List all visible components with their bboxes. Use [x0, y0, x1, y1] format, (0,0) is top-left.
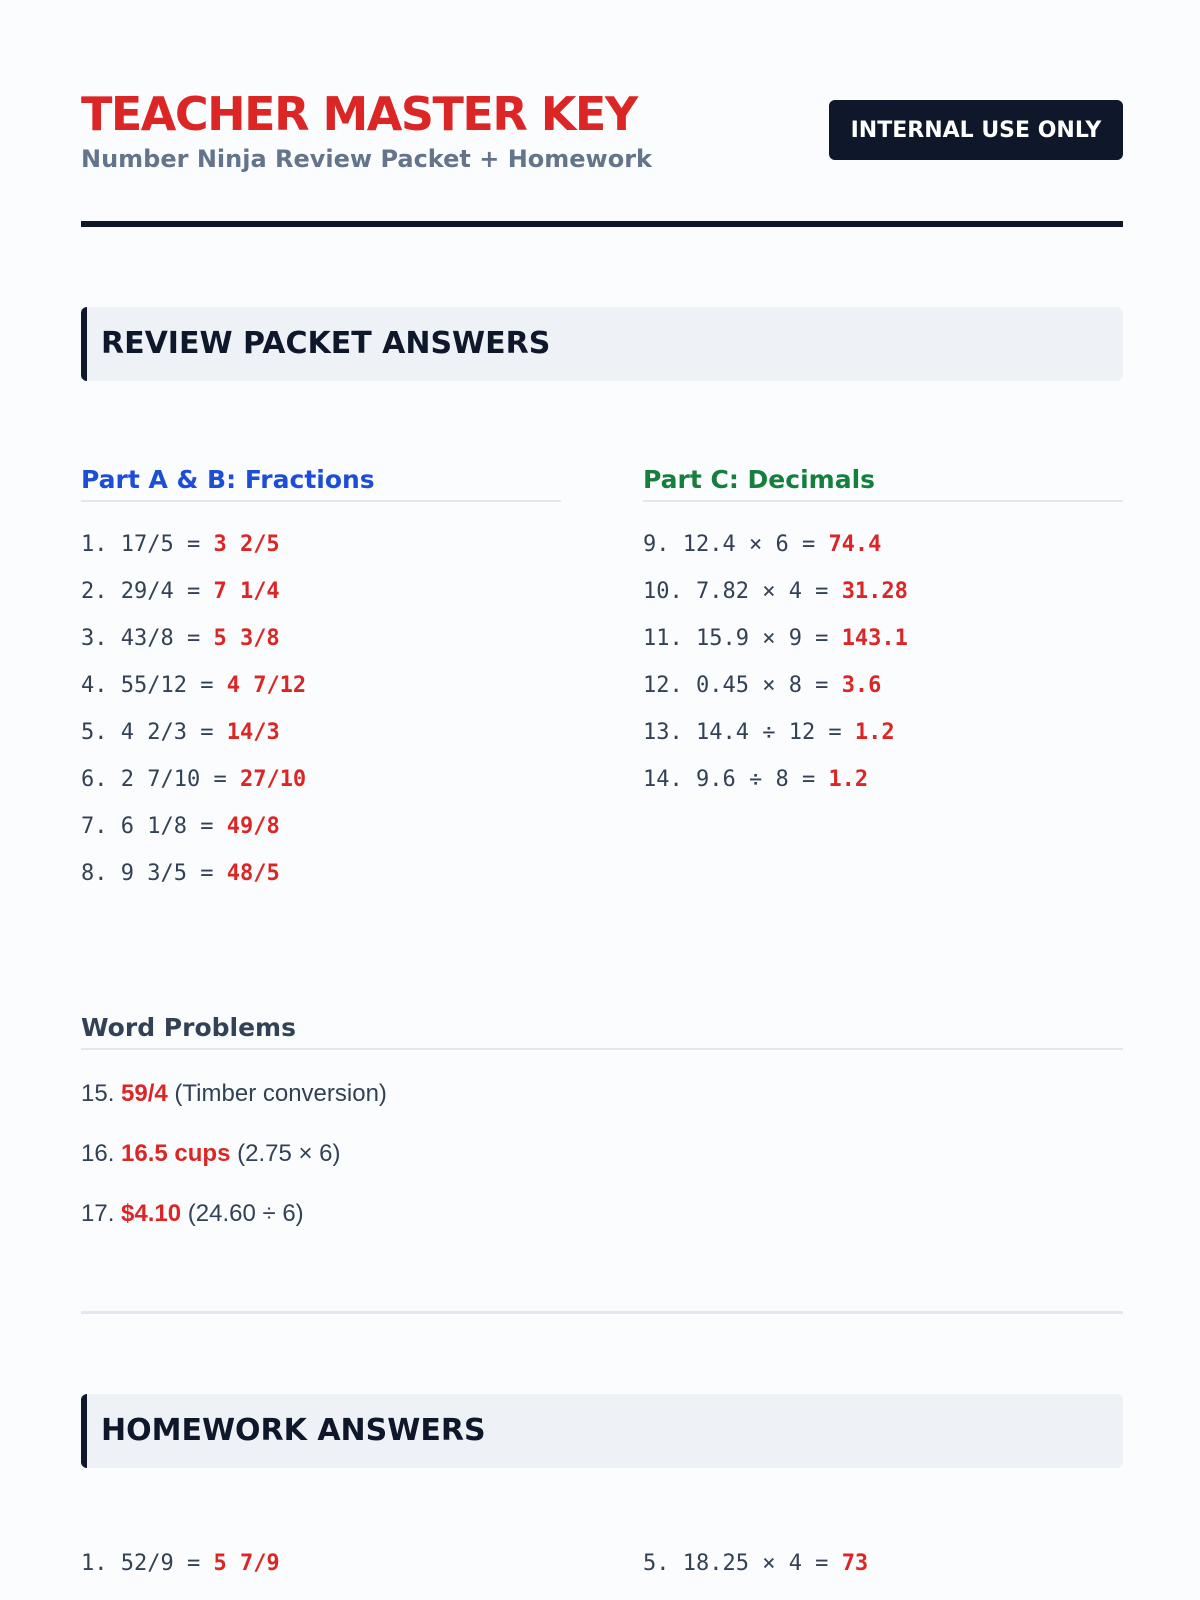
list-item	[81, 1124, 387, 1184]
fractions-heading: Part A & B: Fractions	[81, 460, 561, 502]
list-item	[81, 756, 306, 803]
question-text: 11. 15.9 × 9 =	[643, 626, 842, 651]
answer-text: $4.10	[121, 1200, 182, 1227]
fractions-answer-list	[81, 521, 306, 897]
list-item	[643, 709, 908, 756]
answer-text: 59/4	[121, 1080, 168, 1107]
list-item	[643, 521, 908, 568]
answer-text: 3.6	[841, 673, 882, 698]
question-text: 1. 17/5 =	[81, 532, 214, 557]
decimals-answer-list	[643, 521, 908, 803]
header-divider	[81, 221, 1123, 227]
list-item	[643, 1540, 868, 1587]
question-text: 10. 7.82 × 4 =	[643, 579, 842, 604]
answer-text: 49/8	[226, 814, 280, 839]
list-item	[81, 1064, 387, 1124]
answer-text: 27/10	[239, 767, 307, 792]
section-divider	[81, 1311, 1123, 1314]
word-problems-answer-list	[81, 1064, 387, 1244]
answer-text: 73	[841, 1551, 869, 1576]
list-item	[643, 568, 908, 615]
review-section-banner	[81, 307, 1123, 381]
question-text: 5. 18.25 × 4 =	[643, 1551, 842, 1576]
list-item	[81, 709, 306, 756]
list-item	[643, 662, 908, 709]
list-item	[643, 615, 908, 662]
answer-note: (2.75 × 6)	[230, 1140, 341, 1167]
answer-text: 3 2/5	[213, 532, 280, 557]
answer-text: 16.5 cups	[121, 1140, 231, 1167]
page-subtitle: Number Ninja Review Packet + Homework	[81, 145, 653, 173]
question-text: 13. 14.4 ÷ 12 =	[643, 720, 855, 745]
question-text: 8. 9 3/5 =	[81, 861, 227, 886]
word-problems-heading: Word Problems	[81, 1008, 1123, 1050]
list-item	[81, 1540, 280, 1587]
answer-text: 14/3	[226, 720, 280, 745]
internal-use-badge: INTERNAL USE ONLY	[829, 100, 1123, 160]
answer-text: 7 1/4	[213, 579, 280, 604]
question-text: 6. 2 7/10 =	[81, 767, 240, 792]
question-text: 9. 12.4 × 6 =	[643, 532, 829, 557]
answer-text: 74.4	[828, 532, 882, 557]
homework-left-answer-list	[81, 1540, 280, 1587]
review-section-heading: REVIEW PACKET ANSWERS	[101, 326, 551, 361]
question-text: 14. 9.6 ÷ 8 =	[643, 767, 829, 792]
list-item	[81, 1184, 387, 1244]
answer-text: 5 3/8	[213, 626, 280, 651]
problem-number: 16.	[81, 1140, 122, 1167]
answer-text: 143.1	[841, 626, 908, 651]
list-item	[81, 521, 306, 568]
list-item	[81, 850, 306, 897]
question-text: 1. 52/9 =	[81, 1551, 214, 1576]
answer-text: 1.2	[854, 720, 895, 745]
page-header	[81, 78, 1123, 228]
question-text: 12. 0.45 × 8 =	[643, 673, 842, 698]
list-item	[81, 568, 306, 615]
question-text: 7. 6 1/8 =	[81, 814, 227, 839]
page-title: TEACHER MASTER KEY	[81, 87, 637, 141]
question-text: 3. 43/8 =	[81, 626, 214, 651]
list-item	[81, 615, 306, 662]
answer-text: 1.2	[828, 767, 869, 792]
problem-number: 15.	[81, 1080, 122, 1107]
decimals-heading: Part C: Decimals	[643, 460, 1123, 502]
problem-number: 17.	[81, 1200, 122, 1227]
list-item	[81, 803, 306, 850]
homework-right-answer-list	[643, 1540, 868, 1587]
question-text: 2. 29/4 =	[81, 579, 214, 604]
list-item	[81, 662, 306, 709]
answer-note: (24.60 ÷ 6)	[181, 1200, 304, 1227]
question-text: 5. 4 2/3 =	[81, 720, 227, 745]
list-item	[643, 756, 908, 803]
answer-text: 5 7/9	[213, 1551, 280, 1576]
answer-text: 4 7/12	[226, 673, 307, 698]
homework-section-banner	[81, 1394, 1123, 1468]
question-text: 4. 55/12 =	[81, 673, 227, 698]
answer-text: 31.28	[841, 579, 908, 604]
homework-section-heading: HOMEWORK ANSWERS	[101, 1413, 486, 1448]
answer-text: 48/5	[226, 861, 280, 886]
answer-note: (Timber conversion)	[167, 1080, 387, 1107]
